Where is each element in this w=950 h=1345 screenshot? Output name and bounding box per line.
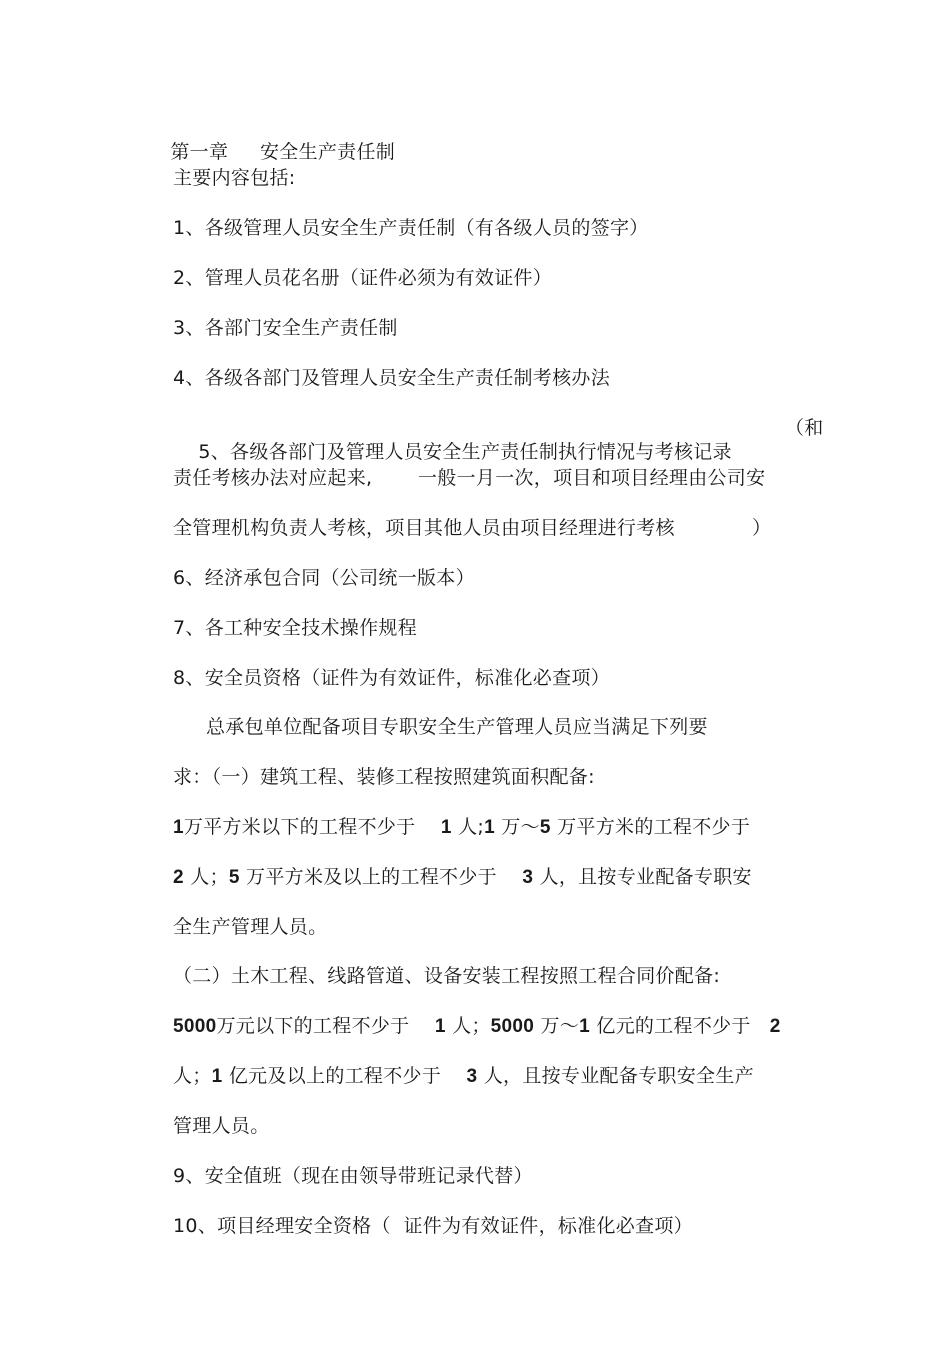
- list-item-9: 9、安全值班（现在由领导带班记录代替）: [173, 1165, 533, 1187]
- intro-text: 主要内容包括:: [173, 167, 296, 189]
- chapter-title: 安全生产责任制: [259, 141, 396, 163]
- list-item-4: 4、各级各部门及管理人员安全生产责任制考核办法: [173, 367, 610, 389]
- list-item-5-line-2a: 责任考核办法对应起来,: [173, 467, 373, 489]
- requirements-part-2-line-1: 5000万元以下的工程不少于 1 人；5000 万～1 亿元的工程不少于 2: [173, 1015, 781, 1037]
- list-item-6: 6、经济承包合同（公司统一版本）: [173, 567, 475, 589]
- list-item-2: 2、管理人员花名册（证件必须为有效证件）: [173, 267, 553, 289]
- requirements-lead: 总承包单位配备项目专职安全生产管理人员应当满足下列要: [206, 716, 708, 738]
- requirements-part-2-heading: （二）土木工程、线路管道、设备安装工程按照工程合同价配备:: [173, 965, 721, 987]
- chapter-number: 第一章: [170, 141, 229, 163]
- list-item-5-paren-close: ）: [752, 517, 772, 539]
- list-item-5-line-1: 5、各级各部门及管理人员安全生产责任制执行情况与考核记录: [198, 441, 732, 463]
- requirements-part-1-line-2: 2 人；5 万平方米及以上的工程不少于 3 人，且按专业配备专职安: [173, 866, 752, 888]
- requirements-part-1-line-1: 1万平方米以下的工程不少于 1 人;1 万～5 万平方米的工程不少于: [173, 816, 751, 838]
- list-item-8: 8、安全员资格（证件为有效证件，标准化必查项）: [173, 667, 610, 689]
- list-item-5-line-3a: 全管理机构负责人考核，项目其他人员由项目经理进行考核: [173, 517, 675, 539]
- list-item-5-line-2b: 一般一月一次，项目和项目经理由公司安: [418, 467, 766, 489]
- list-item-5-paren-open: （和: [785, 417, 824, 439]
- requirements-part-1-heading: 求：（一）建筑工程、装修工程按照建筑面积配备:: [173, 766, 595, 788]
- list-item-7: 7、各工种安全技术操作规程: [173, 617, 417, 639]
- requirements-part-2-line-2: 人；1 亿元及以上的工程不少于 3 人，且按专业配备专职安全生产: [173, 1065, 754, 1087]
- requirements-part-1-line-3: 全生产管理人员。: [173, 916, 328, 938]
- list-item-1: 1、各级管理人员安全生产责任制（有各级人员的签字）: [173, 217, 649, 239]
- list-item-10: 10、项目经理安全资格（ 证件为有效证件，标准化必查项）: [173, 1215, 693, 1237]
- requirements-part-2-line-3: 管理人员。: [173, 1115, 270, 1137]
- list-item-3: 3、各部门安全生产责任制: [173, 317, 398, 339]
